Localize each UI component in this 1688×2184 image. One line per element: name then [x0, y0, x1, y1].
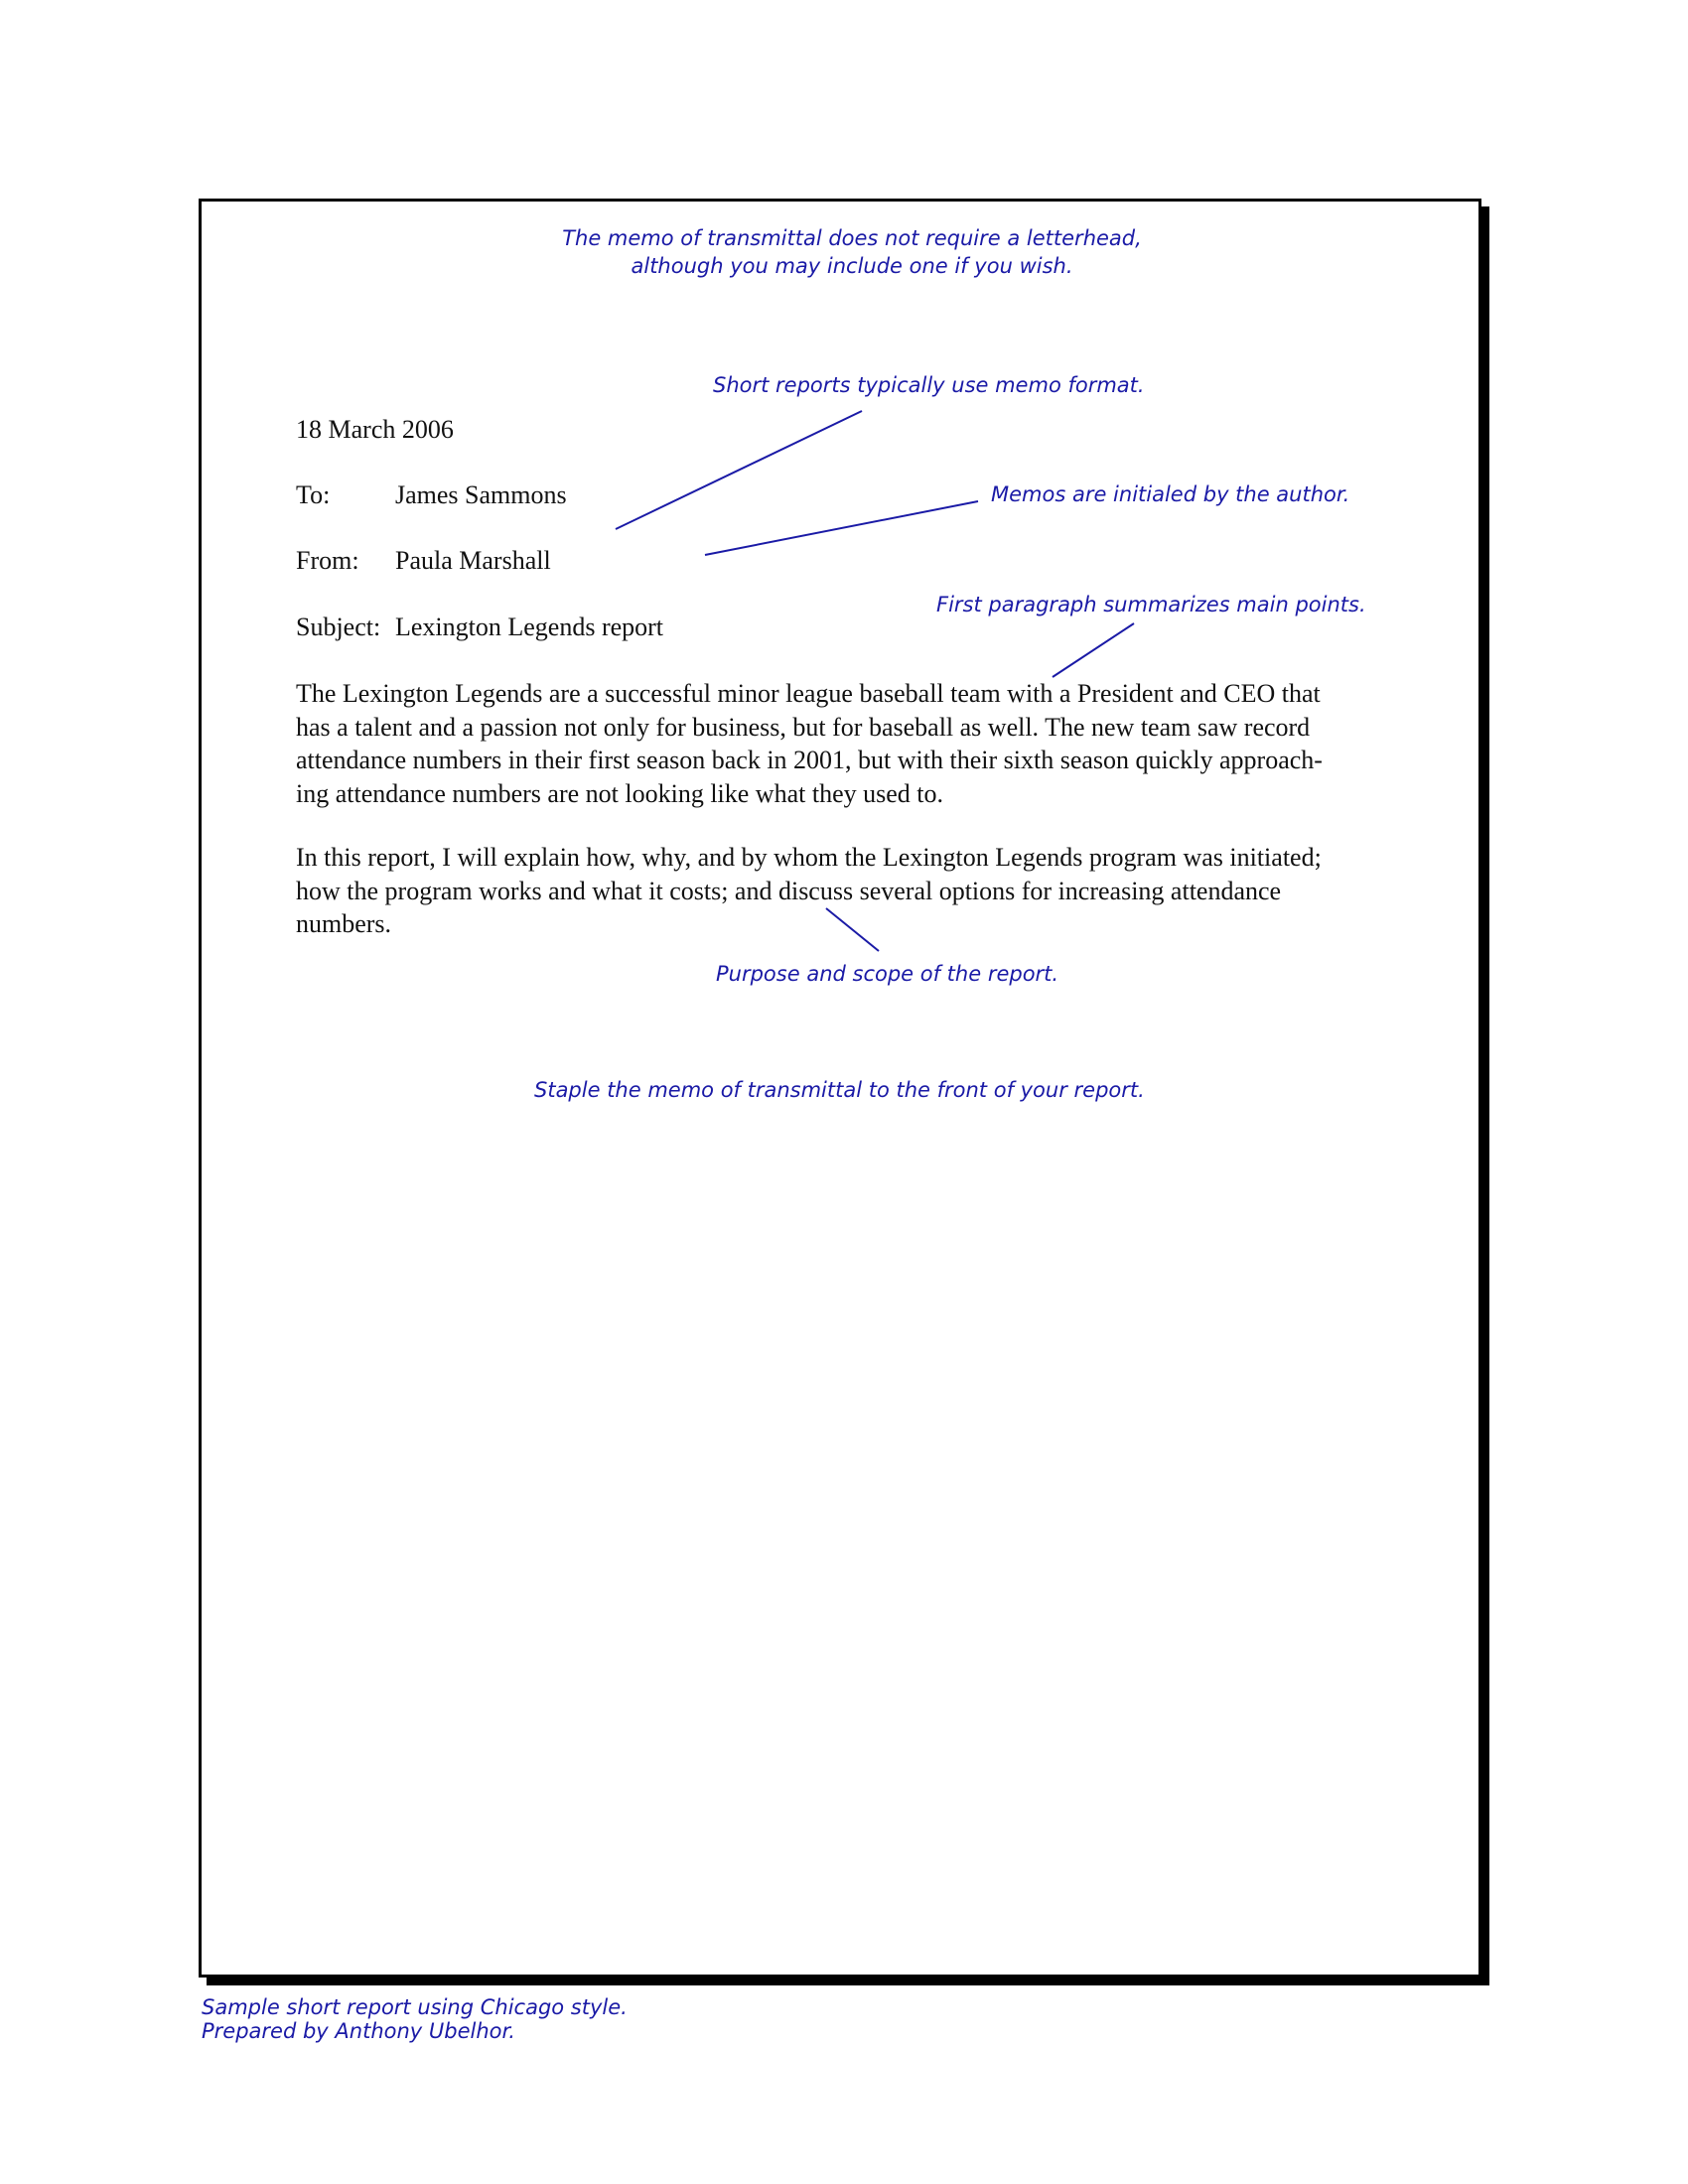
- footer-line1: Sample short report using Chicago style.: [202, 1995, 628, 2019]
- annotation-initialed: Memos are initialed by the author.: [991, 482, 1350, 506]
- body-paragraph-1: [296, 677, 1408, 810]
- memo-subject-line: [296, 611, 663, 644]
- paragraph-1-line: ing attendance numbers are not looking like what they used to.: [296, 778, 943, 808]
- footer-line2: Prepared by Anthony Ubelhor.: [202, 2019, 515, 2043]
- footer-note: [202, 1995, 628, 2043]
- annotation-letterhead-line1: The memo of transmittal does not require a letterhead,: [562, 226, 1142, 250]
- annotation-memo-format: Short reports typically use memo format.: [713, 373, 1145, 397]
- memo-date: 18 March 2006: [296, 415, 454, 444]
- annotation-letterhead: [562, 224, 1142, 280]
- body-paragraph-2: [296, 841, 1408, 941]
- memo-to-value: James Sammons: [395, 480, 567, 509]
- paragraph-2-line: In this report, I will explain how, why, and by whom the Lexington Legends program was initiated;: [296, 843, 1322, 872]
- memo-subject-value: Lexington Legends report: [395, 613, 664, 641]
- memo-to-label: To:: [296, 480, 331, 509]
- paragraph-1-line: attendance numbers in their first season back in 2001, but with their sixth season quickly approach-: [296, 746, 1323, 774]
- paragraph-1-line: has a talent and a passion not only for business, but for baseball as well. The new team saw record: [296, 712, 1311, 742]
- annotation-first-paragraph: First paragraph summarizes main points.: [936, 593, 1366, 616]
- paragraph-2-line: how the program works and what it costs; and discuss several options for increasing attendance: [296, 876, 1282, 905]
- annotation-letterhead-line2: although you may include one if you wish.: [631, 254, 1073, 278]
- annotation-purpose-scope: Purpose and scope of the report.: [716, 962, 1059, 986]
- memo-from-value: Paula Marshall: [395, 546, 551, 575]
- memo-subject-label: Subject:: [296, 613, 381, 641]
- paragraph-1-line: The Lexington Legends are a successful minor league baseball team with a President and CEO that: [296, 679, 1321, 708]
- memo-to-line: [296, 478, 567, 512]
- paragraph-2-line: numbers.: [296, 909, 392, 938]
- annotation-staple: Staple the memo of transmittal to the front of your report.: [534, 1078, 1145, 1102]
- memo-from-label: From:: [296, 546, 359, 575]
- memo-from-line: [296, 544, 551, 578]
